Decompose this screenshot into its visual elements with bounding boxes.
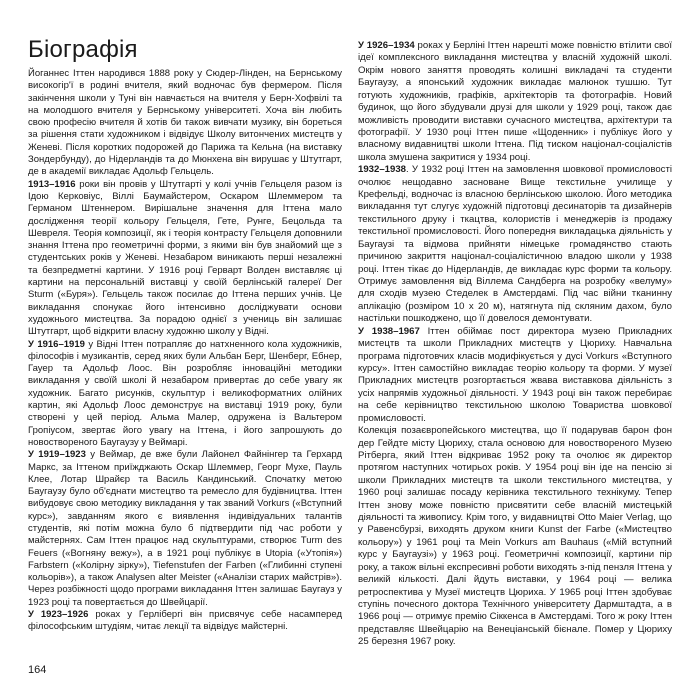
paragraph-lead: У 1938–1967 xyxy=(358,325,420,337)
page-number: 164 xyxy=(28,664,47,676)
paragraph-lead: У 1919–1923 xyxy=(28,449,86,461)
paragraph xyxy=(28,339,342,450)
paragraph xyxy=(28,449,342,609)
paragraph-lead: У 1926–1934 xyxy=(358,40,415,51)
paragraph-text: у Відні Іттен потрапляє до натхненного кола художників, філософів і музикантів, серед яких були Альбан Берг, Шенберг, Ебнер, Гауер та Адольф Лоос. Він розробляє інноваційні методики викладання у своїй школі й незабаром привертає до себе увагу як художник. Багато рисунків, скульптур і великоформатних олійних картин, які Адольф Лоос демонструє на виставці 1919 року, були створені у цей період. Альма Малер, одружена із Вальтером Гропіусом, звертає його увагу на Іттена, і його запрошують до новоствореного Баугаузу у Веймарі. xyxy=(28,338,342,448)
paragraph xyxy=(358,326,672,425)
paragraph-lead: У 1916–1919 xyxy=(28,338,85,350)
paragraph xyxy=(358,425,672,649)
paragraph-text: роках у Герлібергі він присвячує себе насамперед філософським штудіям, читає лекції та відвідує майстерні. xyxy=(28,609,343,633)
paragraph-text: Іттен обіймає пост директора музею Прикладних мистецтв та школи Прикладних мистецтв у Цюриху. Навчальна програма підготовчих класів модифікується у дусі Vorkurs «Вступного курсу». Іттен самостійно викладає теорію кольору та форми. У музеї Прикладних мистецтв розгортається жвава виставкова діяльність з усіх напрямів художньої діяльності. У 1943 році він також перебирає на себе керівництво текстильною школою Товариства шовкової промисловості. xyxy=(358,325,672,424)
paragraph-text: роки він провів у Штутгарті у колі учнів Гельцеля разом із Ідою Керковіус, Віллі Баумайстером, Оскаром Шлеммером та Германом Штеннером. Вирішальне значення для Іттена мало дослідження теорії кольору Гельцеля, Гете, Рунге, Бецольда та Шевреля. Теорія композиції, як і теорія контрасту Гельцеля доповнили знання Іттена про геометричні форми, з якими він був знайомий ще з студентських років у Женеві. Незабаром виникають перші незалежні та безпредметні картини. У 1916 році Герварт Волден виставляє ці картини на персональній виставці у своїй берлінській галереї Der Sturm («Буря»). Гельцель також посилає до Іттена перших учнів. Це викладання спонукає його інтенсивно досліджувати основи художнього мистецтва. За порадою однієї з учениць він залишає Штутгарт, щоб відкрити власну художню школу у Відні. xyxy=(28,178,342,338)
paragraph-text: Йоганнес Іттен народився 1888 року у Сюдер-Лінден, на Бернському високогір'ї в родині вчителя, який водночас був фермером. Після закінчення школи у Туні він навчається на вчителя у Берн-Хофвілі та на молодшого вчителя у Бернському університеті. Хоча він любить свою професію вчителя й хотів би також вивчати музику, він бореться за рішення стати художником і відвідує Школу витончених мистецтв у Женеві. Після коротких подорожей до Парижа та Кельна (на виставку Зондербунду), до Нідерландів та до Мюнхена він вирушає у Штутгарт, де в академії викладає Адольф Гельцель. xyxy=(28,68,342,178)
right-column xyxy=(358,40,672,649)
paragraph xyxy=(28,179,342,339)
page-title: Біографія xyxy=(28,36,138,63)
paragraph xyxy=(28,609,342,634)
paragraph-text: . У 1932 році Іттен на замовлення шовкової промисловості очолює нещодавно засноване Вище текстильне училище у Крефельді, водночас із власною берлінською школою. Його методика викладання тут слугує художній підготовці десинаторів та дизайнерів текстильного друку і ткацтва, колористів і менеджерів із продажу текстильної промисловості. Його попередня викладацька діяльність у Баугаузі та відмова прийняти німецьке громадянство стають причиною закриття націонал-соціалістичною владою школи у 1938 році. Іттен тікає до Нідерландів, де викладає курс форми та кольору. Отримує замовлення від Віллема Сандберга на розробку «велуму» для сходів музею Стеделек в Амстердамі. Під час війни тканинну аплікацію (розміром 10 х 20 м), натягнута під скляним дахом, було настільки пошкоджено, що її довелося демонтувати. xyxy=(358,164,672,325)
paragraph-text: роках у Берліні Іттен нарешті може повністю втілити свої ідеї комплексного викладання мистецтва у власній художній школі. Окрім нового заняття проводять колишні викладачі та студенти Баугаузу, а японський художник викладає малюнок тушшю. Тут готують художників, графіків, архітекторів та фотографів. Новий будинок, що його збудували друзі для школи у 1929 році, також дає можливість проводити виставки сучасного мистецтва, архітектури та фотографії. У 1930 році Іттен пише «Щоденник» і публікує його у власному видавництві школи Іттена. Під тиском націонал-соціалістів школа змушена закритися у 1934 році. xyxy=(358,40,672,163)
paragraph-lead: 1913–1916 xyxy=(28,178,76,190)
paragraph xyxy=(358,164,672,325)
paragraph xyxy=(28,68,342,179)
paragraph-text: Колекція позаєвропейського мистецтва, що її подарував барон фон дер Гейдте місту Цюриху, стала основою для новоствореного Музею Рітберга, який Іттен відкриває 1952 року та очолює як директор протягом наступних чотирьох років. У 1954 році він іде на пенсію зі школи Прикладних мистецтв та школи текстильного мистецтва, у 1960 році залишає посаду керівника текстильного технікуму. Тепер Іттен знову може повністю присвятити себе власній мистецькій діяльності та живопису. Крім того, у видавництві Otto Maier Verlag, що у Равенсбурзі, виходять друком книги Kunst der Farbe («Мистецтво кольору») у 1961 році та Mein Vorkurs am Bauhaus («Мій вступний курс у Баугаузі») у 1963 році. Геометричні композиції, картини пір року, а також вільні експресивні роботи виходять з-під пензля Іттена у великій кількості. Далі йдуть виставки, у 1964 році — велика ретроспектива у Музеї мистецтв Цюриха. У 1965 році Іттен здобуває ступінь почесного доктора Технічного університету Дармштадта, а в 1966 році — отримує премію Сіккенса в Амстердамі. Того ж року Іттен представляє Швейцарію на Венеціанській бієнале. Помер у Цюриху 25 березня 1967 року. xyxy=(358,425,672,648)
paragraph-lead: У 1923–1926 xyxy=(28,609,89,621)
paragraph-lead: 1932–1938 xyxy=(358,164,407,176)
left-column xyxy=(28,68,342,634)
paragraph-text: у Веймар, де вже були Лайонел Файнінгер та Герхард Маркс, за Іттеном приїжджають Оскар Шлеммер, Георг Мухе, Пауль Клее, Лотар Шрайєр та Василь Кандинський. Спочатку метою Баугаузу було об'єднати мистецтво та ремесло для будівництва. Іттен вибудовує свою методику викладання у так званий Vorkurs («Вступний курс»), завданням якого є виявлення індивідуальних талантів студентів, які потім можна було б підтвердити під час роботи у майстернях. Сам Іттен працює над скульптурами, створює Turm des Feuers («Вогняну вежу»), а в 1921 році публікує в Utopia («Утопія») Farbstern («Колірну зірку»), Tiefenstufen der Farben («Глибинні ступені кольорів»), а також Analysen alter Meister («Аналізи старих майстрів»). Через розбіжності щодо програми викладання Іттен залишає Баугауз у 1923 році та повертається до Швейцарії. xyxy=(28,449,342,608)
paragraph xyxy=(358,40,672,164)
